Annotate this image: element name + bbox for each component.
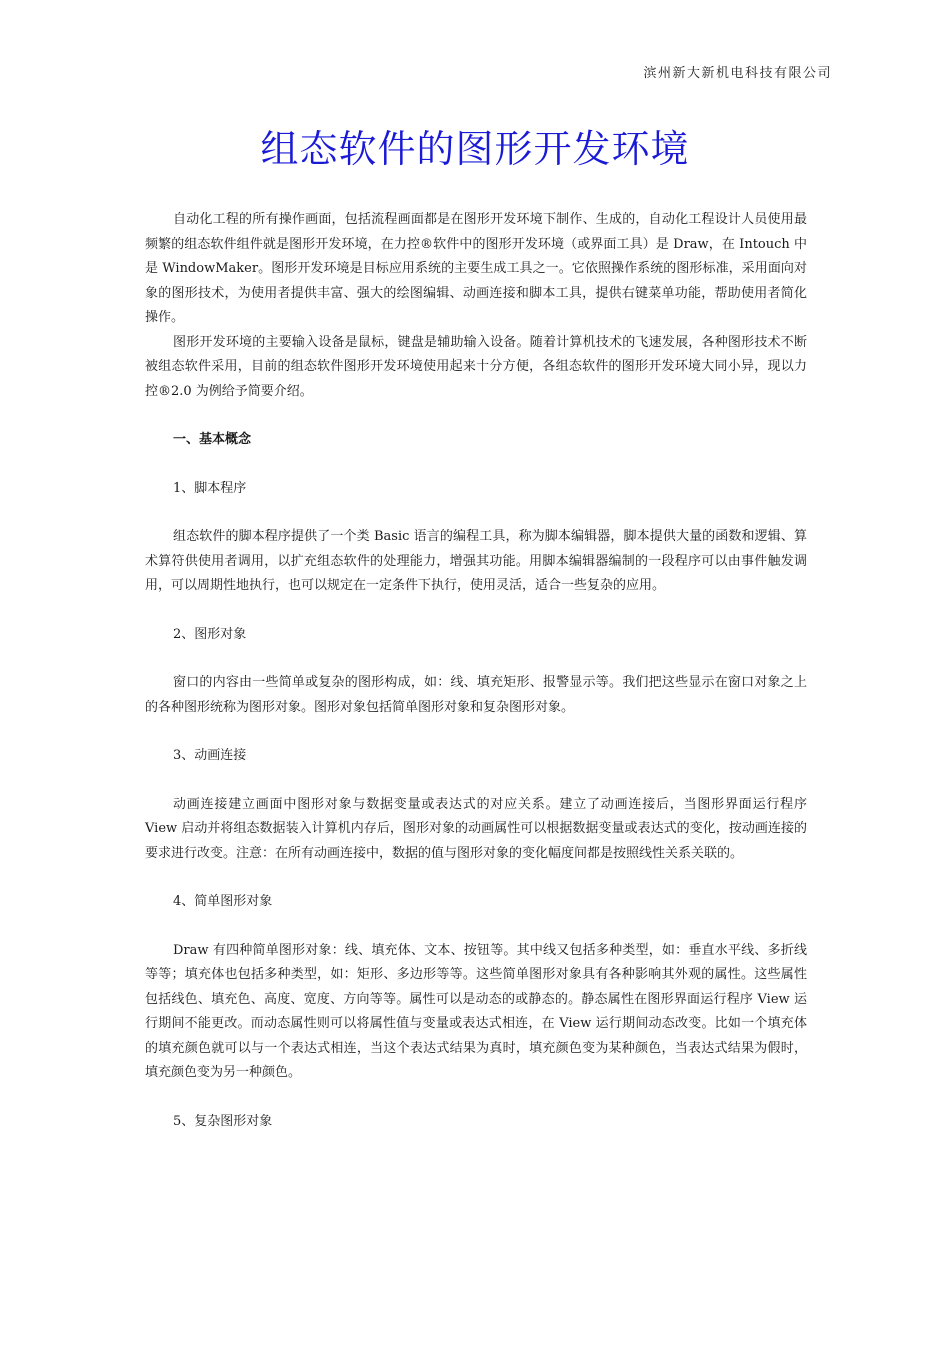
subsection-text-simple-objects: Draw 有四种简单图形对象：线、填充体、文本、按钮等。其中线又包括多种类型，如：垂直水平线、多折线等等；填充体也包括多种类型，如：矩形、多边形等等。这些简单图形对象具有各种影响其外观的属性。这些属性包括线色、填充色、高度、宽度、方向等等。属性可以是动态的或静态的。静态属性在图形界面运行程序 View 运行期间不能更改。而动态属性则可以将属性值与变量或表达式相连，在 View 运行期间动态改变。比如一个填充体的填充颜色就可以与一个表达式相连，当这个表达式结果为真时，填充颜色变为某种颜色，当表达式结果为假时，填充颜色变为另一种颜色。 xyxy=(145,942,807,1080)
subsection-heading-complex-objects: 5、复杂图形对象 xyxy=(173,1113,273,1129)
subsection-text-animation-link: 动画连接建立画面中图形对象与数据变量或表达式的对应关系。建立了动画连接后，当图形界面运行程序 View 启动并将组态数据装入计算机内存后，图形对象的动画属性可以根据数据变量或表达式的变化，按动画连接的要求进行改变。注意：在所有动画连接中，数据的值与图形对象的变化幅度间都是按照线性关系关联的。 xyxy=(145,796,807,861)
section-heading-basic-concepts: 一、基本概念 xyxy=(173,432,252,447)
subsection-heading-simple-objects: 4、简单图形对象 xyxy=(173,894,273,909)
intro-paragraph-2: 图形开发环境的主要输入设备是鼠标，键盘是辅助输入设备。随着计算机技术的飞速发展，各种图形技术不断被组态软件采用，目前的组态软件图形开发环境使用起来十分方便，各组态软件的图形开发环境大同小异，现以力控®2.0 为例给予简要介绍。 xyxy=(145,334,807,399)
document-title: 组态软件的图形开发环境 xyxy=(260,127,690,171)
subsection-text-graphic-objects: 窗口的内容由一些简单或复杂的图形构成，如：线、填充矩形、报警显示等。我们把这些显示在窗口对象之上的各种图形统称为图形对象。图形对象包括简单图形对象和复杂图形对象。 xyxy=(145,675,807,715)
subsection-heading-script: 1、脚本程序 xyxy=(173,480,247,496)
subsection-heading-graphic-objects: 2、图形对象 xyxy=(173,626,247,642)
subsection-text-script: 组态软件的脚本程序提供了一个类 Basic 语言的编程工具，称为脚本编辑器，脚本提供大量的函数和逻辑、算术算符供使用者调用，以扩充组态软件的处理能力，增强其功能。用脚本编辑器编制的一段程序可以由事件触发调用，可以周期性地执行，也可以规定在一定条件下执行，使用灵活，适合一些复杂的应用。 xyxy=(145,529,807,593)
subsection-heading-animation-link: 3、动画连接 xyxy=(173,748,247,763)
company-header: 滨州新大新机电科技有限公司 xyxy=(643,66,832,81)
intro-paragraph-1: 自动化工程的所有操作画面，包括流程画面都是在图形开发环境下制作、生成的，自动化工程设计人员使用最频繁的组态软件组件就是图形开发环境，在力控®软件中的图形开发环境（或界面工具）是 Draw，在 Intouch 中是 WindowMaker。图形开发环境是目标应用系统的主要生成工具之一。它依照操作系统的图形标准，采用面向对象的图形技术，为使用者提供丰富、强大的绘图编辑、动画连接和脚本工具，提供右键菜单功能，帮助使用者简化操作。 xyxy=(145,212,807,325)
document-body xyxy=(145,208,807,1134)
